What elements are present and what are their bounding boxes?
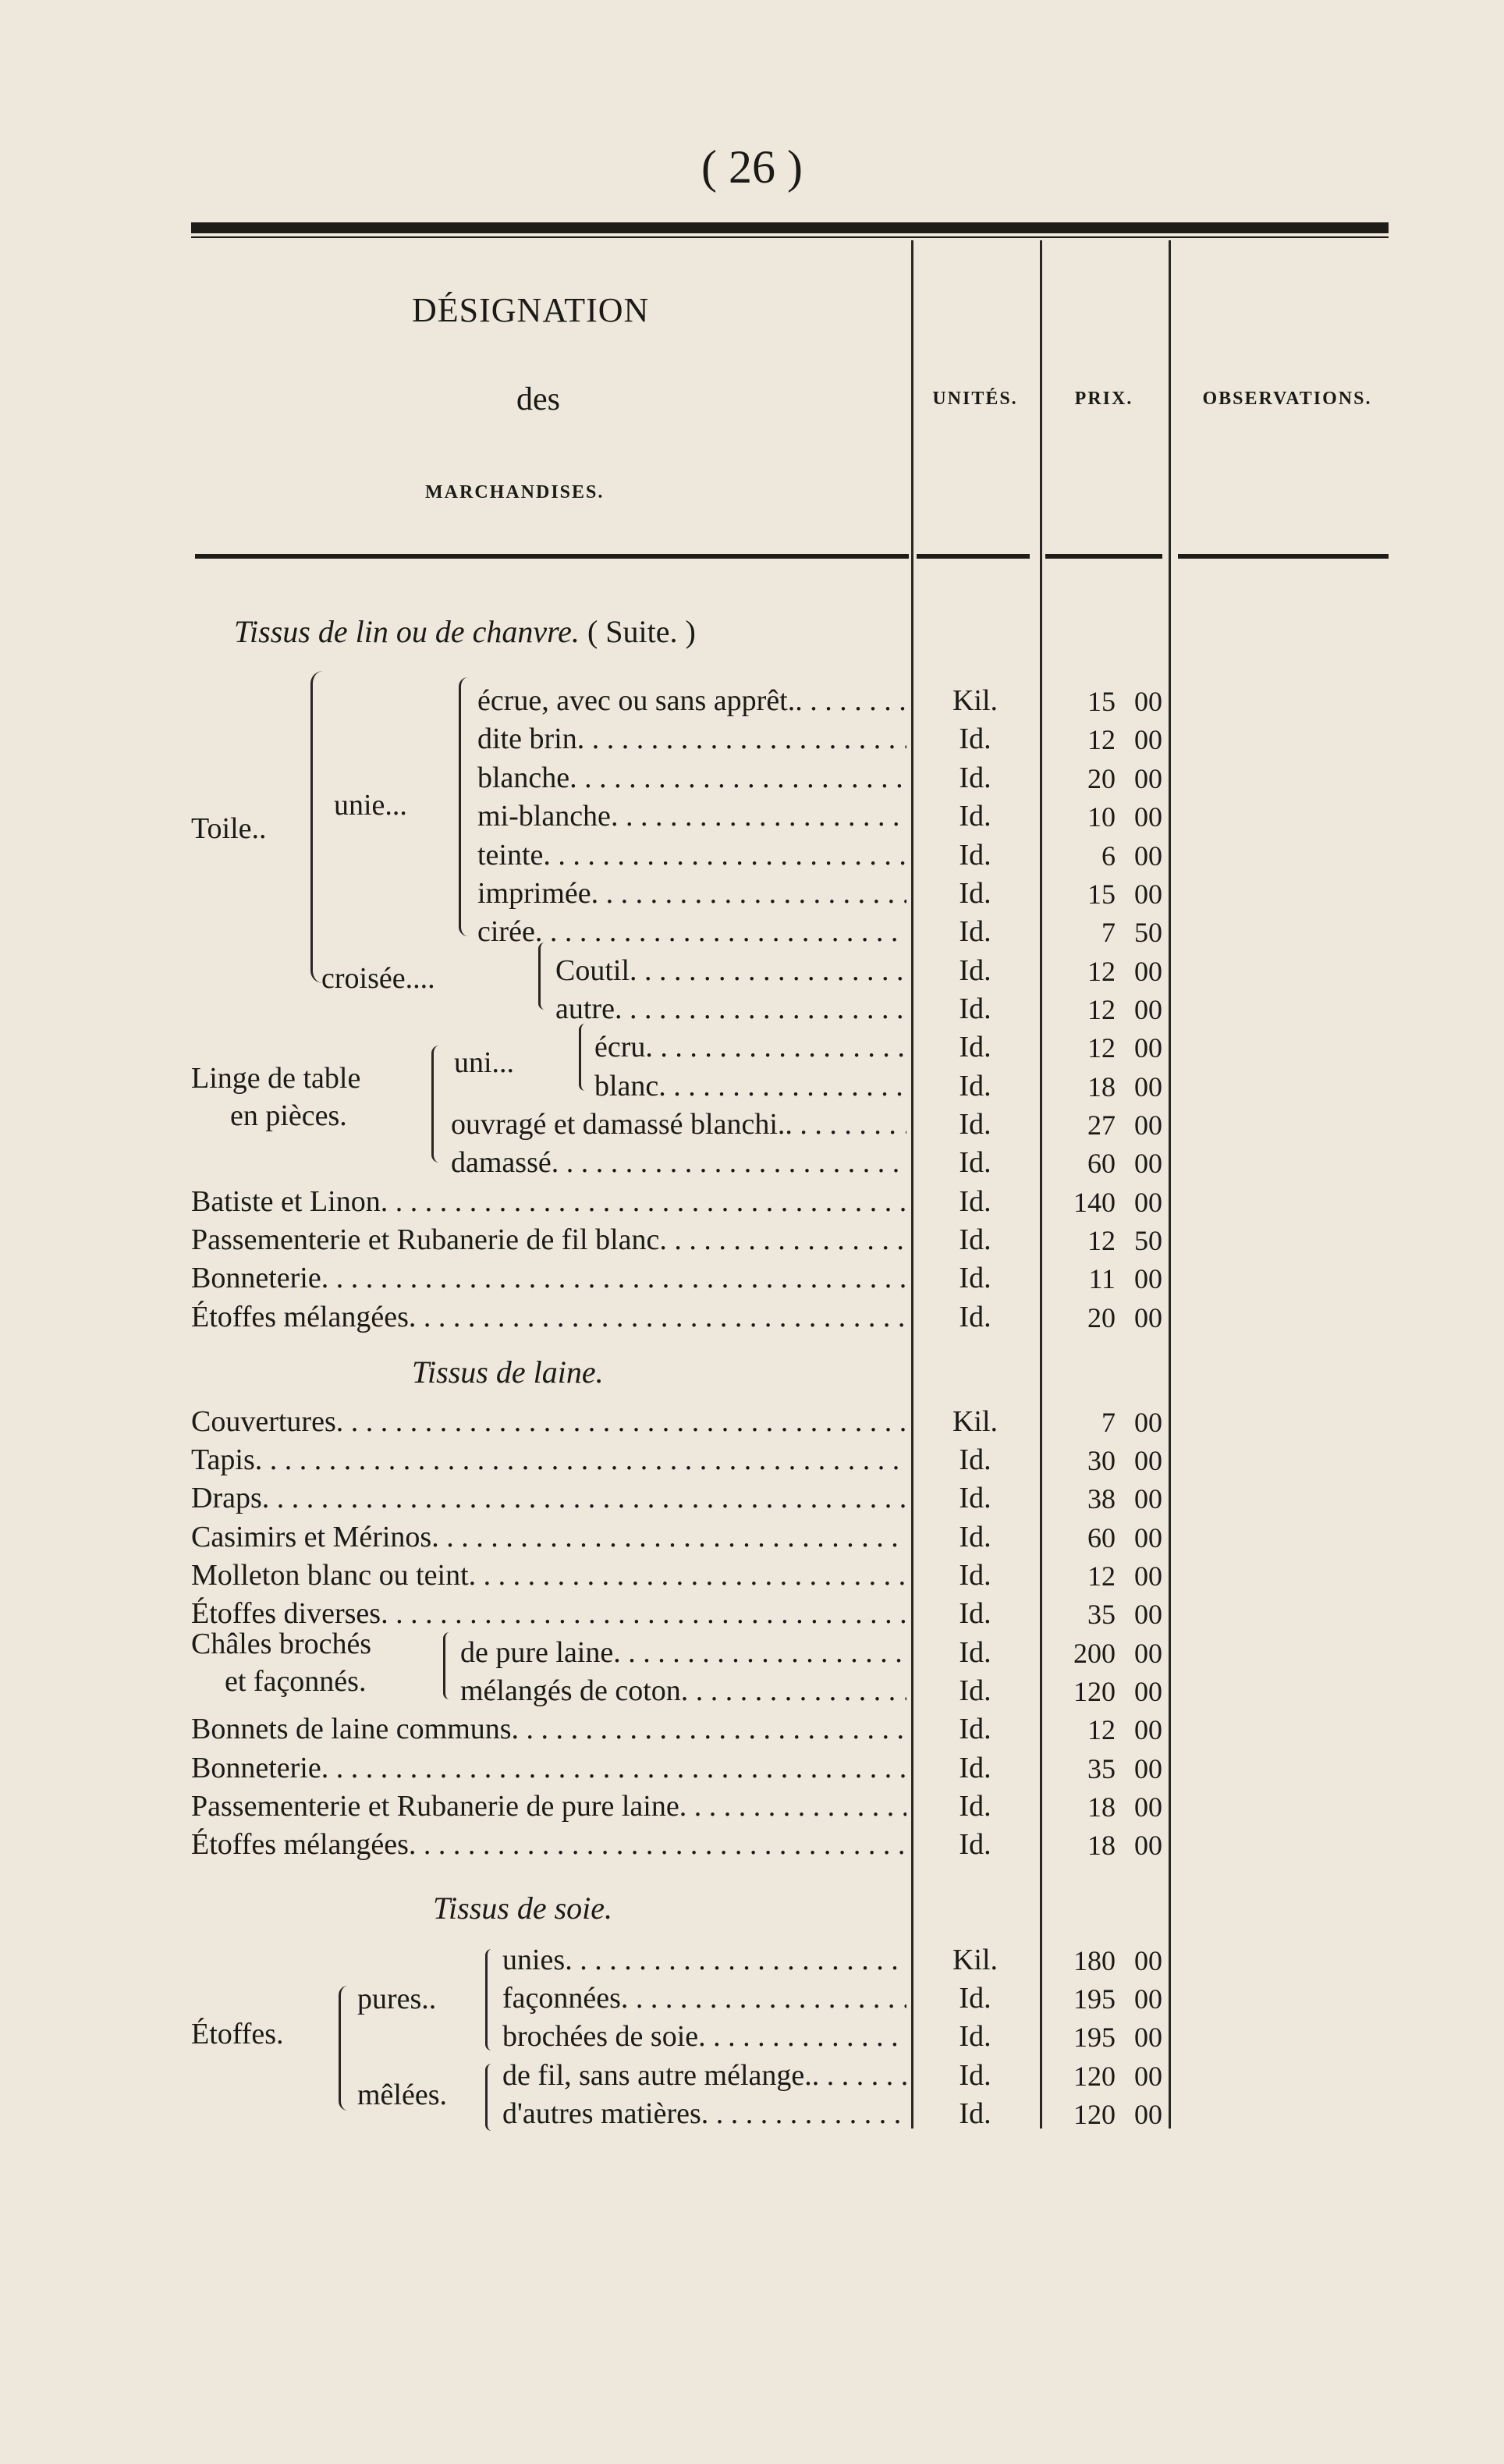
item-description xyxy=(502,2019,906,2054)
leader-dots xyxy=(409,1827,906,1862)
price-francs: 35 xyxy=(1087,1753,1116,1784)
item-label: imprimée xyxy=(477,877,591,910)
item-label: mi-blanche xyxy=(477,800,611,833)
item-description xyxy=(477,761,906,795)
item-description xyxy=(460,1674,906,1708)
item-unit: Kil. xyxy=(952,1944,999,1976)
group-croisee: croisée.... xyxy=(321,962,435,995)
top-rule xyxy=(191,222,1389,233)
price-francs: 180 xyxy=(1073,1945,1116,1976)
item-description xyxy=(477,683,906,718)
leader-dots xyxy=(621,1981,906,2015)
header-rule-prix xyxy=(1045,554,1162,559)
item-label: Passementerie et Rubanerie de pure laine xyxy=(191,1790,679,1823)
item-price xyxy=(1045,1752,1162,1785)
price-centimes: 00 xyxy=(1134,1110,1162,1141)
group-chales-2: et façonnés. xyxy=(225,1665,367,1698)
item-price xyxy=(1045,878,1162,911)
item-label: cirée xyxy=(477,915,535,948)
price-francs: 120 xyxy=(1073,2099,1116,2130)
item-unit: Id. xyxy=(959,1559,991,1592)
price-francs: 195 xyxy=(1073,1983,1116,2015)
item-label: Draps xyxy=(191,1482,262,1514)
price-francs: 10 xyxy=(1087,801,1116,833)
brace-chales xyxy=(443,1632,453,1699)
item-label: écrue, avec ou sans apprêt. xyxy=(477,684,796,717)
header-des: des xyxy=(516,382,560,417)
item-price xyxy=(1045,1109,1162,1141)
item-unit: Id. xyxy=(959,1982,991,2015)
item-unit: Kil. xyxy=(952,1405,999,1438)
price-francs: 12 xyxy=(1087,1225,1116,1256)
item-description xyxy=(191,1827,906,1862)
leader-dots xyxy=(698,2019,906,2054)
brace-melees xyxy=(485,2064,495,2131)
item-label: Casimirs et Mérinos xyxy=(191,1521,432,1553)
price-centimes: 00 xyxy=(1134,686,1162,717)
item-price xyxy=(1045,1791,1162,1823)
top-rule-thin xyxy=(191,236,1389,238)
price-centimes: 00 xyxy=(1134,879,1162,910)
column-rule-1 xyxy=(911,240,913,2128)
item-price xyxy=(1045,2060,1162,2093)
item-price xyxy=(1045,1983,1162,2015)
item-price xyxy=(1045,1829,1162,1862)
item-price xyxy=(1045,2098,1162,2131)
leader-dots xyxy=(785,1107,906,1141)
price-centimes: 50 xyxy=(1134,917,1162,948)
item-price xyxy=(1045,723,1162,756)
price-centimes: 00 xyxy=(1134,840,1162,872)
price-francs: 20 xyxy=(1087,1302,1116,1333)
leader-dots xyxy=(611,799,906,833)
item-label: Étoffes mélangées xyxy=(191,1301,409,1333)
item-label: Bonneterie xyxy=(191,1752,321,1784)
leader-dots xyxy=(615,992,906,1026)
item-label: ouvragé et damassé blanchi. xyxy=(451,1108,786,1141)
item-description xyxy=(191,1558,906,1592)
price-francs: 6 xyxy=(1101,840,1116,872)
leader-dots xyxy=(321,1261,906,1295)
item-unit: Id. xyxy=(959,1674,991,1707)
item-price xyxy=(1045,1186,1162,1219)
price-centimes: 00 xyxy=(1134,956,1162,987)
item-description xyxy=(460,1635,906,1670)
item-label: teinte xyxy=(477,839,544,872)
price-centimes: 00 xyxy=(1134,1560,1162,1592)
item-price xyxy=(1045,1521,1162,1554)
item-unit: Id. xyxy=(959,723,991,755)
price-francs: 15 xyxy=(1087,686,1116,717)
item-description xyxy=(191,1712,906,1746)
item-label: Molleton blanc ou teint xyxy=(191,1559,469,1592)
section-title-soie: Tissus de soie. xyxy=(433,1891,613,1926)
price-francs: 30 xyxy=(1087,1445,1116,1476)
leader-dots xyxy=(512,1712,906,1746)
item-unit: Id. xyxy=(959,1790,991,1823)
item-label: de fil, sans autre mélange. xyxy=(502,2059,812,2092)
header-rule-unites xyxy=(917,554,1030,559)
section-title-lin-text: Tissus de lin ou de chanvre. xyxy=(234,614,580,649)
item-price xyxy=(1045,993,1162,1026)
price-centimes: 00 xyxy=(1134,1983,1162,2015)
price-centimes: 00 xyxy=(1134,2022,1162,2053)
group-uni: uni... xyxy=(454,1046,515,1079)
item-label: Étoffes mélangées xyxy=(191,1828,409,1861)
item-unit: Id. xyxy=(959,1108,991,1141)
price-centimes: 00 xyxy=(1134,1302,1162,1333)
item-price xyxy=(1045,1262,1162,1295)
item-unit: Id. xyxy=(959,1301,991,1333)
item-price xyxy=(1045,1406,1162,1439)
item-price xyxy=(1045,1301,1162,1334)
item-description xyxy=(594,1069,906,1103)
item-label: blanc xyxy=(594,1070,659,1102)
page-number: ( 26 ) xyxy=(701,141,803,193)
item-description xyxy=(191,1184,906,1219)
item-unit: Id. xyxy=(959,1636,991,1669)
price-francs: 35 xyxy=(1087,1599,1116,1630)
price-centimes: 00 xyxy=(1134,1522,1162,1553)
brace-pures xyxy=(485,1949,495,2050)
column-rule-2 xyxy=(1040,240,1042,2128)
item-unit: Id. xyxy=(959,992,991,1025)
item-price xyxy=(1045,1444,1162,1477)
leader-dots xyxy=(336,1404,906,1439)
price-francs: 60 xyxy=(1087,1148,1116,1179)
item-price xyxy=(1045,1944,1162,1977)
item-description xyxy=(555,953,906,988)
item-label: Étoffes diverses xyxy=(191,1597,381,1630)
item-unit: Id. xyxy=(959,1521,991,1553)
item-unit: Id. xyxy=(959,800,991,833)
leader-dots xyxy=(543,838,906,872)
price-francs: 120 xyxy=(1073,1676,1116,1707)
price-francs: 12 xyxy=(1087,956,1116,987)
brace-croisee xyxy=(538,943,548,1010)
leader-dots xyxy=(381,1184,906,1219)
header-unites: UNITÉS. xyxy=(932,389,1018,409)
leader-dots xyxy=(630,953,906,988)
item-label: dite brin xyxy=(477,723,577,755)
price-centimes: 50 xyxy=(1134,1225,1162,1256)
item-label: Batiste et Linon xyxy=(191,1185,381,1218)
price-francs: 12 xyxy=(1087,1032,1116,1063)
price-centimes: 00 xyxy=(1134,1187,1162,1218)
item-unit: Id. xyxy=(959,1146,991,1179)
item-price xyxy=(1045,1560,1162,1592)
price-centimes: 00 xyxy=(1134,1830,1162,1861)
price-francs: 15 xyxy=(1087,879,1116,910)
leader-dots xyxy=(262,1481,906,1515)
header-designation: DÉSIGNATION xyxy=(412,291,650,329)
header-rule-observations xyxy=(1178,554,1389,559)
group-toile: Toile.. xyxy=(191,812,267,845)
item-label: Bonneterie xyxy=(191,1262,321,1294)
item-label: Coutil xyxy=(555,954,630,987)
section-title-laine: Tissus de laine. xyxy=(412,1354,604,1390)
price-centimes: 00 xyxy=(1134,1638,1162,1669)
item-unit: Id. xyxy=(959,2059,991,2092)
item-price xyxy=(1045,1598,1162,1631)
leader-dots xyxy=(409,1300,906,1334)
leader-dots xyxy=(812,2058,906,2093)
leader-dots xyxy=(321,1751,906,1785)
price-centimes: 00 xyxy=(1134,2061,1162,2092)
leader-dots xyxy=(381,1596,906,1631)
item-description xyxy=(191,1223,906,1257)
item-description xyxy=(191,1520,906,1554)
price-centimes: 00 xyxy=(1134,1032,1162,1063)
item-price xyxy=(1045,1713,1162,1746)
item-description xyxy=(502,2058,906,2093)
item-label: autre xyxy=(555,992,615,1025)
price-centimes: 00 xyxy=(1134,763,1162,794)
group-chales-1: Châles brochés xyxy=(191,1628,372,1660)
price-francs: 18 xyxy=(1087,1830,1116,1861)
price-francs: 11 xyxy=(1088,1263,1116,1294)
item-description xyxy=(555,992,906,1026)
price-francs: 140 xyxy=(1073,1187,1116,1218)
item-description xyxy=(191,1443,906,1477)
item-unit: Id. xyxy=(959,1597,991,1630)
item-unit: Id. xyxy=(959,1262,991,1294)
price-centimes: 00 xyxy=(1134,1148,1162,1179)
price-francs: 7 xyxy=(1101,1407,1116,1438)
price-francs: 12 xyxy=(1087,1560,1116,1592)
price-francs: 27 xyxy=(1087,1110,1116,1141)
price-francs: 18 xyxy=(1087,1071,1116,1102)
price-centimes: 00 xyxy=(1134,1407,1162,1438)
item-price xyxy=(1045,1031,1162,1064)
item-description xyxy=(477,722,906,756)
leader-dots xyxy=(701,2097,906,2131)
leader-dots xyxy=(645,1030,906,1064)
price-francs: 18 xyxy=(1087,1791,1116,1823)
leader-dots xyxy=(591,876,906,911)
item-unit: Id. xyxy=(959,1482,991,1514)
brace-toile xyxy=(310,671,328,983)
price-francs: 20 xyxy=(1087,763,1116,794)
item-description xyxy=(191,1596,906,1631)
item-price xyxy=(1045,1637,1162,1670)
item-description xyxy=(477,914,906,949)
leader-dots xyxy=(569,761,906,795)
price-centimes: 00 xyxy=(1134,1753,1162,1784)
item-unit: Id. xyxy=(959,1443,991,1476)
item-description xyxy=(594,1030,906,1064)
item-unit: Id. xyxy=(959,1070,991,1102)
item-label: Passementerie et Rubanerie de fil blanc xyxy=(191,1223,660,1256)
item-label: blanche xyxy=(477,762,570,794)
item-description xyxy=(191,1789,906,1823)
item-unit: Id. xyxy=(959,1031,991,1063)
price-francs: 38 xyxy=(1087,1483,1116,1514)
item-unit: Id. xyxy=(959,1185,991,1218)
price-centimes: 00 xyxy=(1134,1071,1162,1102)
leader-dots xyxy=(659,1223,906,1257)
item-description xyxy=(477,838,906,872)
item-label: damassé xyxy=(451,1146,552,1179)
item-description xyxy=(191,1261,906,1295)
item-label: écru xyxy=(594,1031,646,1063)
group-linge-2: en pièces. xyxy=(230,1099,347,1132)
leader-dots xyxy=(565,1943,906,1977)
price-francs: 12 xyxy=(1087,724,1116,755)
item-price xyxy=(1045,1147,1162,1180)
item-price xyxy=(1045,801,1162,833)
header-marchandises: MARCHANDISES. xyxy=(425,482,605,502)
header-observations: OBSERVATIONS. xyxy=(1202,389,1372,409)
item-description xyxy=(477,799,906,833)
price-centimes: 00 xyxy=(1134,1445,1162,1476)
price-francs: 12 xyxy=(1087,1714,1116,1745)
price-centimes: 00 xyxy=(1134,1714,1162,1745)
item-label: d'autres matières xyxy=(502,2097,701,2130)
price-francs: 120 xyxy=(1073,2061,1116,2092)
item-unit: Id. xyxy=(959,877,991,910)
item-unit: Id. xyxy=(959,1223,991,1256)
brace-linge xyxy=(431,1046,443,1163)
brace-etoffes xyxy=(339,1986,352,2111)
leader-dots xyxy=(658,1069,906,1103)
group-pures: pures.. xyxy=(357,1983,437,2015)
item-unit: Kil. xyxy=(952,684,999,717)
price-centimes: 00 xyxy=(1134,1483,1162,1514)
section-title-lin xyxy=(234,613,696,650)
item-description xyxy=(191,1481,906,1515)
leader-dots xyxy=(255,1443,906,1477)
item-price xyxy=(1045,1070,1162,1103)
price-francs: 7 xyxy=(1101,917,1116,948)
leader-dots xyxy=(679,1789,906,1823)
item-price xyxy=(1045,2021,1162,2054)
price-francs: 200 xyxy=(1073,1638,1116,1669)
price-centimes: 00 xyxy=(1134,1599,1162,1630)
group-melees: mêlées. xyxy=(357,2079,448,2111)
item-label: Couvertures xyxy=(191,1405,336,1438)
item-unit: Id. xyxy=(959,2097,991,2130)
price-francs: 60 xyxy=(1087,1522,1116,1553)
item-description xyxy=(502,2097,906,2131)
price-francs: 12 xyxy=(1087,994,1116,1025)
price-centimes: 00 xyxy=(1134,2099,1162,2130)
leader-dots xyxy=(577,722,906,756)
item-label: mélangés de coton xyxy=(460,1674,681,1707)
item-description xyxy=(191,1404,906,1439)
price-centimes: 00 xyxy=(1134,724,1162,755)
item-label: brochées de soie xyxy=(502,2020,699,2053)
leader-dots xyxy=(535,914,906,949)
item-price xyxy=(1045,1675,1162,1708)
price-centimes: 00 xyxy=(1134,1945,1162,1976)
price-centimes: 00 xyxy=(1134,1263,1162,1294)
group-linge-1: Linge de table xyxy=(191,1062,361,1095)
leader-dots xyxy=(469,1558,906,1592)
item-price xyxy=(1045,762,1162,795)
item-price xyxy=(1045,685,1162,718)
item-unit: Id. xyxy=(959,839,991,872)
item-description xyxy=(502,1981,906,2015)
item-description xyxy=(451,1107,906,1141)
item-description xyxy=(191,1751,906,1785)
price-francs: 195 xyxy=(1073,2022,1116,2053)
price-centimes: 00 xyxy=(1134,1676,1162,1707)
leader-dots xyxy=(681,1674,906,1708)
item-price xyxy=(1045,1482,1162,1515)
item-label: façonnées xyxy=(502,1982,621,2015)
item-price xyxy=(1045,1224,1162,1257)
item-description xyxy=(502,1943,906,1977)
column-rule-3 xyxy=(1169,240,1171,2128)
header-rule-designation xyxy=(195,554,909,559)
price-centimes: 00 xyxy=(1134,994,1162,1025)
leader-dots xyxy=(613,1635,906,1670)
item-unit: Id. xyxy=(959,915,991,948)
brace-uni xyxy=(579,1024,589,1091)
header-prix: PRIX. xyxy=(1074,389,1133,409)
group-etoffes: Étoffes. xyxy=(191,2018,284,2050)
item-price xyxy=(1045,955,1162,988)
price-centimes: 00 xyxy=(1134,1791,1162,1823)
leader-dots xyxy=(552,1145,906,1180)
item-label: Tapis xyxy=(191,1443,255,1476)
leader-dots xyxy=(431,1520,906,1554)
item-description xyxy=(191,1300,906,1334)
item-unit: Id. xyxy=(959,762,991,794)
item-label: de pure laine xyxy=(460,1636,614,1669)
item-description xyxy=(477,876,906,911)
item-price xyxy=(1045,916,1162,949)
item-unit: Id. xyxy=(959,954,991,987)
section-suite: ( Suite. ) xyxy=(587,614,696,649)
brace-unie xyxy=(459,677,472,936)
item-unit: Id. xyxy=(959,2020,991,2053)
leader-dots xyxy=(795,683,906,718)
item-unit: Id. xyxy=(959,1828,991,1861)
price-centimes: 00 xyxy=(1134,801,1162,833)
item-unit: Id. xyxy=(959,1713,991,1745)
item-label: unies xyxy=(502,1944,566,1976)
item-price xyxy=(1045,840,1162,872)
item-unit: Id. xyxy=(959,1752,991,1784)
group-unie: unie... xyxy=(334,789,407,822)
item-label: Bonnets de laine communs xyxy=(191,1713,512,1745)
item-description xyxy=(451,1145,906,1180)
